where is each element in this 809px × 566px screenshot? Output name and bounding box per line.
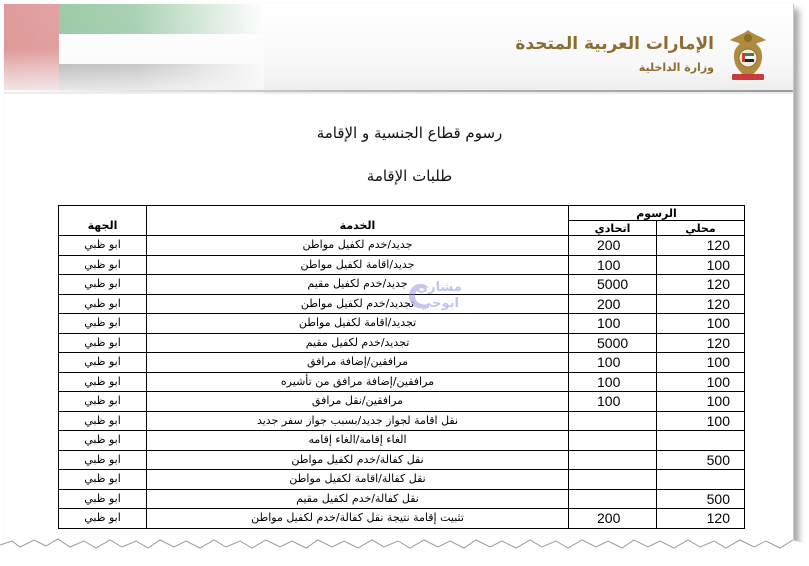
federal-fee-cell bbox=[569, 450, 657, 470]
side-column-header: الجهة bbox=[59, 206, 147, 236]
table-row bbox=[59, 314, 745, 334]
service-cell: جديد/اقامة لكفيل مواطن bbox=[147, 255, 569, 275]
local-fee-cell: 120 bbox=[657, 333, 745, 353]
document-page bbox=[4, 4, 794, 552]
service-cell: نقل اقامة لجواز جديد/بسبب جواز سفر جديد bbox=[147, 411, 569, 431]
service-column-header: الخدمة bbox=[147, 206, 569, 236]
side-cell: ابو ظبي bbox=[59, 411, 147, 431]
federal-fee-cell bbox=[569, 431, 657, 451]
federal-fee-cell: 100 bbox=[569, 392, 657, 412]
side-cell: ابو ظبي bbox=[59, 314, 147, 334]
local-fee-cell: 100 bbox=[657, 372, 745, 392]
fees-group-header: الرسوم bbox=[569, 206, 745, 221]
table-row bbox=[59, 450, 745, 470]
service-cell: تجديد/خدم لكفيل مواطن bbox=[147, 294, 569, 314]
service-cell: تثبيت إقامة نتيجة نقل كفالة/خدم لكفيل مواطن bbox=[147, 509, 569, 529]
federal-fee-cell: 5000 bbox=[569, 275, 657, 295]
table-row bbox=[59, 431, 745, 451]
side-cell: ابو ظبي bbox=[59, 353, 147, 373]
federal-column-header: اتحادي bbox=[569, 221, 657, 236]
side-cell: ابو ظبي bbox=[59, 431, 147, 451]
local-fee-cell: 120 bbox=[657, 294, 745, 314]
local-fee-cell: 120 bbox=[657, 275, 745, 295]
torn-paper-edge bbox=[0, 535, 809, 566]
table-row bbox=[59, 236, 745, 256]
local-fee-cell: 500 bbox=[657, 489, 745, 509]
watermark-line-2: ابوجي bbox=[418, 296, 460, 311]
document-subtitle: طلبات الإقامة bbox=[366, 167, 453, 185]
federal-fee-cell bbox=[569, 411, 657, 431]
local-fee-cell: 100 bbox=[657, 353, 745, 373]
document-title: رسوم قطاع الجنسية و الإقامة bbox=[316, 124, 503, 142]
side-cell: ابو ظبي bbox=[59, 392, 147, 412]
service-cell: تجديد/اقامة لكفيل مواطن bbox=[147, 314, 569, 334]
local-fee-cell bbox=[657, 431, 745, 451]
federal-fee-cell: 200 bbox=[569, 509, 657, 529]
table-row bbox=[59, 489, 745, 509]
side-cell: ابو ظبي bbox=[59, 372, 147, 392]
watermark-line-1: مشاري bbox=[416, 280, 462, 295]
table-row bbox=[59, 411, 745, 431]
local-fee-cell: 120 bbox=[657, 509, 745, 529]
side-cell: ابو ظبي bbox=[59, 236, 147, 256]
ministry-header bbox=[4, 4, 793, 94]
side-cell: ابو ظبي bbox=[59, 294, 147, 314]
uae-falcon-emblem-icon bbox=[726, 26, 770, 82]
federal-fee-cell: 200 bbox=[569, 236, 657, 256]
side-cell: ابو ظبي bbox=[59, 333, 147, 353]
table-row bbox=[59, 470, 745, 490]
federal-fee-cell: 100 bbox=[569, 372, 657, 392]
local-fee-cell: 120 bbox=[657, 236, 745, 256]
federal-fee-cell bbox=[569, 489, 657, 509]
header-divider bbox=[4, 90, 793, 92]
side-cell: ابو ظبي bbox=[59, 255, 147, 275]
local-fee-cell: 100 bbox=[657, 255, 745, 275]
service-cell: تجديد/خدم لكفيل مقيم bbox=[147, 333, 569, 353]
side-cell: ابو ظبي bbox=[59, 450, 147, 470]
service-cell: مرافقين/إضافة مرافق bbox=[147, 353, 569, 373]
fees-table bbox=[58, 205, 745, 529]
side-cell: ابو ظبي bbox=[59, 489, 147, 509]
local-fee-cell bbox=[657, 470, 745, 490]
service-cell: جديد/خدم لكفيل مقيم bbox=[147, 275, 569, 295]
federal-fee-cell bbox=[569, 470, 657, 490]
ministry-name: الإمارات العربية المتحدة bbox=[515, 34, 714, 54]
table-row bbox=[59, 255, 745, 275]
federal-fee-cell: 100 bbox=[569, 353, 657, 373]
table-header-row bbox=[59, 206, 745, 221]
federal-fee-cell: 200 bbox=[569, 294, 657, 314]
table-row bbox=[59, 372, 745, 392]
service-cell: نقل كفالة/خدم لكفيل مقيم bbox=[147, 489, 569, 509]
service-cell: جديد/خدم لكفيل مواطن bbox=[147, 236, 569, 256]
local-fee-cell: 500 bbox=[657, 450, 745, 470]
service-cell: مرافقين/نقل مرافق bbox=[147, 392, 569, 412]
service-cell: نقل كفالة/اقامة لكفيل مواطن bbox=[147, 470, 569, 490]
uae-flag-banner bbox=[4, 4, 264, 94]
local-fee-cell: 100 bbox=[657, 411, 745, 431]
table-row bbox=[59, 333, 745, 353]
service-cell: الغاء إقامة/الغاء إقامه bbox=[147, 431, 569, 451]
table-row bbox=[59, 509, 745, 529]
side-cell: ابو ظبي bbox=[59, 275, 147, 295]
service-cell: مرافقين/إضافة مرافق من تأشيره bbox=[147, 372, 569, 392]
federal-fee-cell: 100 bbox=[569, 314, 657, 334]
federal-fee-cell: 100 bbox=[569, 255, 657, 275]
local-fee-cell: 100 bbox=[657, 314, 745, 334]
side-cell: ابو ظبي bbox=[59, 470, 147, 490]
side-cell: ابو ظبي bbox=[59, 509, 147, 529]
local-column-header: محلي bbox=[657, 221, 745, 236]
ministry-subtitle: وزارة الداخلية bbox=[638, 61, 714, 74]
service-cell: نقل كفالة/خدم لكفيل مواطن bbox=[147, 450, 569, 470]
table-row bbox=[59, 392, 745, 412]
watermark-logo bbox=[399, 274, 469, 314]
federal-fee-cell: 5000 bbox=[569, 333, 657, 353]
local-fee-cell: 100 bbox=[657, 392, 745, 412]
table-row bbox=[59, 353, 745, 373]
